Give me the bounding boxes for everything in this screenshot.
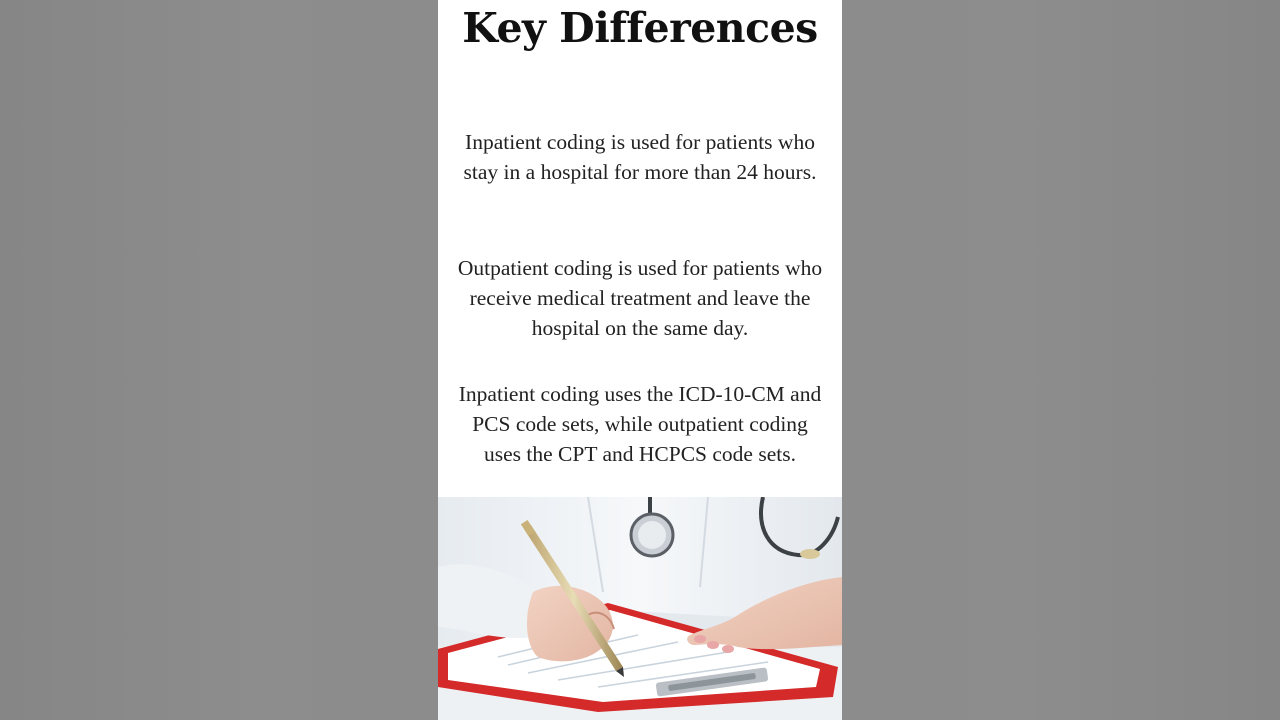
paragraph-inpatient: Inpatient coding is used for patients who stay in a hospital for more than 24 hours. bbox=[463, 130, 817, 184]
paragraph-outpatient: Outpatient coding is used for patients who receive medical treatment and leave the hospital on the same day. bbox=[457, 256, 823, 340]
paragraph-code-sets: Inpatient coding uses the ICD-10-CM and PCS code sets, while outpatient coding uses the CPT and HCPCS code sets. bbox=[458, 382, 822, 466]
slide-title: Key Differences bbox=[462, 4, 818, 52]
slide-panel bbox=[438, 0, 842, 720]
doctor-writing-illustration bbox=[438, 497, 842, 720]
